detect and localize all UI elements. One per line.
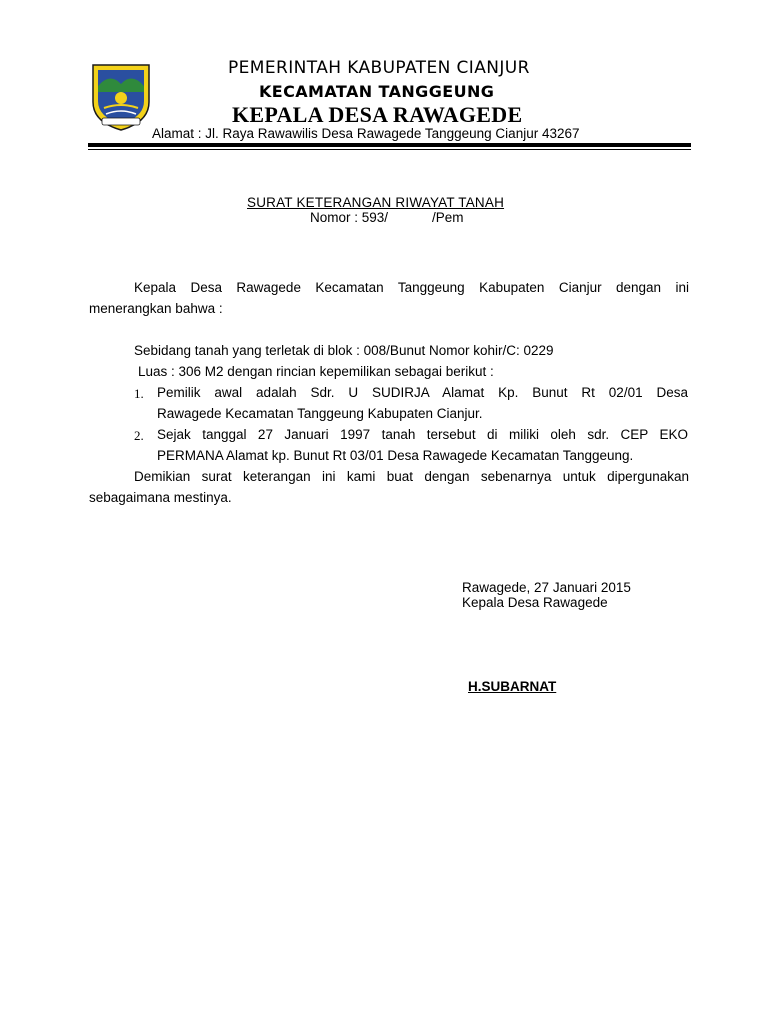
item-2-number: 2. xyxy=(134,428,144,443)
header-rule-thin xyxy=(88,149,691,150)
letter-number-prefix: Nomor : 593/ xyxy=(310,210,389,225)
intro-line-2: menerangkan bahwa : xyxy=(89,301,223,316)
signature-position: Kepala Desa Rawagede xyxy=(462,595,608,610)
item-1-line-2: Rawagede Kecamatan Tanggeung Kabupaten Cianjur. xyxy=(157,406,483,421)
letter-title: SURAT KETERANGAN RIWAYAT TANAH xyxy=(247,195,505,210)
header-rule-thick xyxy=(88,143,691,147)
signatory-name: H.SUBARNAT xyxy=(468,679,557,694)
item-1-number: 1. xyxy=(134,386,144,401)
list-item xyxy=(157,382,688,424)
list-item xyxy=(157,424,688,466)
item-2-line-1: Sejak tanggal 27 Januari 1997 tanah tersebut di miliki oleh sdr. CEP EKO xyxy=(157,427,688,442)
intro-paragraph xyxy=(89,277,689,319)
item-2-line-2: PERMANA Alamat kp. Bunut Rt 03/01 Desa Rawagede Kecamatan Tanggeung. xyxy=(157,448,634,463)
address: Alamat : Jl. Raya Rawawilis Desa Rawagede Tanggeung Cianjur 43267 xyxy=(152,126,580,141)
letter-number-suffix: /Pem xyxy=(432,210,464,225)
area-line: Luas : 306 M2 dengan rincian kepemilikan sebagai berikut : xyxy=(138,364,494,379)
closing-paragraph xyxy=(89,466,689,508)
district-title: KECAMATAN TANGGEUNG xyxy=(259,82,495,101)
closing-line-2: sebagaimana mestinya. xyxy=(89,490,232,505)
plot-line: Sebidang tanah yang terletak di blok : 008/Bunut Nomor kohir/C: 0229 xyxy=(134,343,554,358)
signature-place-date: Rawagede, 27 Januari 2015 xyxy=(462,580,631,595)
village-head-title: KEPALA DESA RAWAGEDE xyxy=(232,102,523,127)
intro-line-1: Kepala Desa Rawagede Kecamatan Tanggeung Kabupaten Cianjur dengan ini xyxy=(134,280,689,295)
item-1-line-1: Pemilik awal adalah Sdr. U SUDIRJA Alamat Kp. Bunut Rt 02/01 Desa xyxy=(157,385,688,400)
closing-line-1: Demikian surat keterangan ini kami buat dengan sebenarnya untuk dipergunakan xyxy=(134,469,689,484)
regency-logo xyxy=(90,62,152,132)
government-title: PEMERINTAH KABUPATEN CIANJUR xyxy=(228,58,530,78)
